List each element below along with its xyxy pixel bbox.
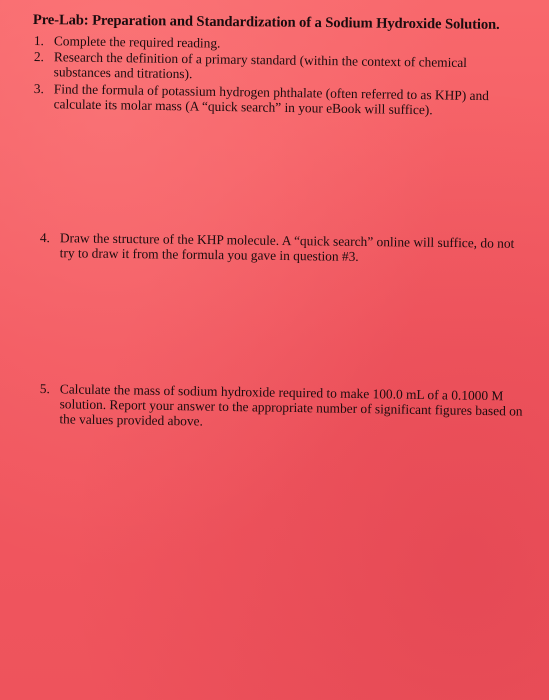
question-text: Calculate the mass of sodium hydroxide required to make 100.0 mL of a 0.1000 M solution. Report your answer to the appropriate number of significant figures based on the values provided above. [59, 381, 523, 429]
question-text: Find the formula of potassium hydrogen phthalate (often referred to as KHP) and calculate its molar mass (A “quick search” in your eBook will suffice). [53, 81, 490, 118]
question-2 [34, 49, 514, 86]
question-text: Draw the structure of the KHP molecule. A “quick search” online will suffice, do not try to draw it from the formula you gave in question #3. [59, 230, 515, 264]
question-3 [34, 81, 524, 119]
question-number: 5. [39, 381, 51, 397]
page-title: Pre-Lab: Preparation and Standardization of a Sodium Hydroxide Solution. [32, 12, 500, 33]
question-number: 1. [33, 33, 45, 49]
question-number: 2. [33, 49, 45, 65]
question-4 [40, 230, 530, 266]
question-number: 4. [39, 230, 51, 246]
question-number: 3. [33, 81, 45, 97]
question-5 [39, 381, 535, 434]
question-text: Complete the required reading. [53, 33, 221, 51]
question-text: Research the definition of a primary standard (within the context of chemical substances and titrations). [53, 49, 468, 82]
